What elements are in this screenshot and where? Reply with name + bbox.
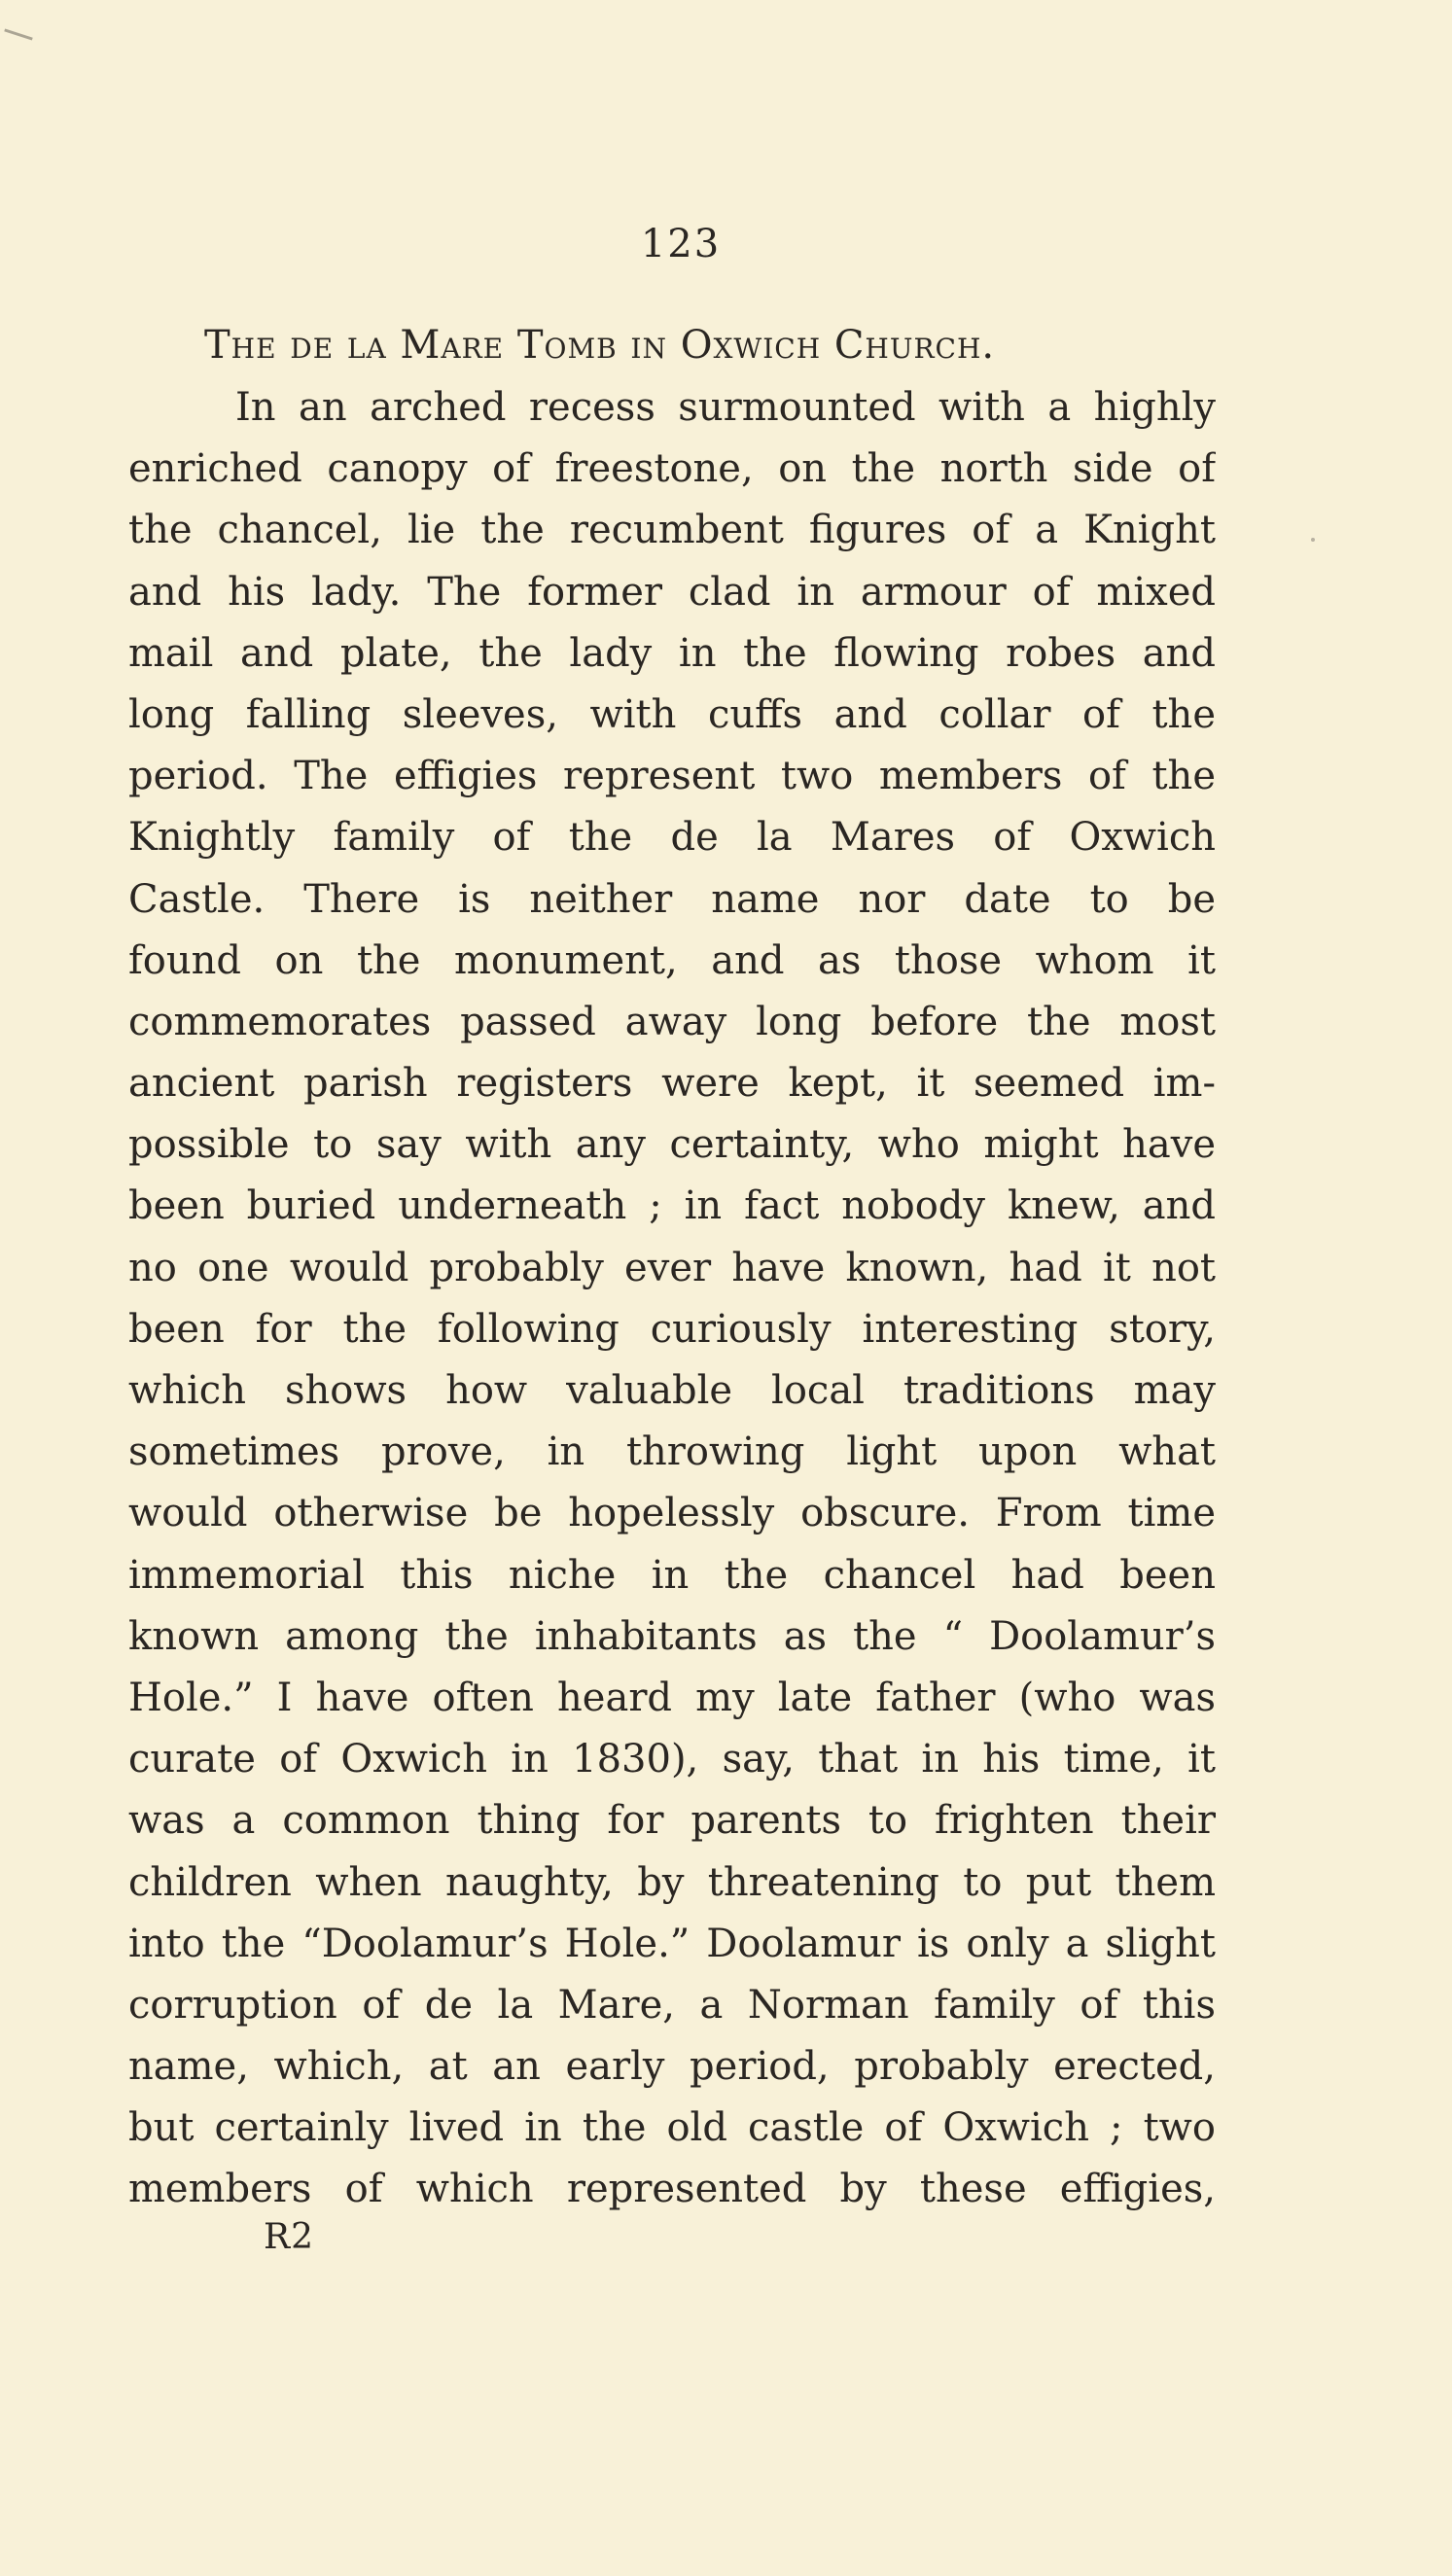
- body-text: [128, 377, 1216, 2221]
- text-line: which shows how valuable local traditions may: [128, 1368, 1216, 1413]
- scan-speck: [1311, 538, 1315, 542]
- heading-part: in: [630, 323, 681, 368]
- text-line: Hole.” I have often heard my late father (who was: [128, 1675, 1216, 1720]
- signature-mark: R2: [264, 2217, 315, 2257]
- text-line: but certainly lived in the old castle of Oxwich ; two: [128, 2105, 1216, 2151]
- text-line: sometimes prove, in throwing light upon what: [128, 1429, 1216, 1475]
- text-line: Knightly family of the de la Mares of Oxwich: [128, 815, 1216, 861]
- text-line: into the “Doolamur’s Hole.” Doolamur is only a slight: [128, 1921, 1216, 1966]
- text-line: name, which, at an early period, probably erected,: [128, 2044, 1216, 2090]
- text-line: and his lady. The former clad in armour of mixed: [128, 569, 1216, 615]
- text-line: long falling sleeves, with cuffs and collar of the: [128, 691, 1216, 737]
- text-line: children when naughty, by threatening to put them: [128, 1859, 1216, 1905]
- text-line: immemorial this niche in the chancel had been: [128, 1552, 1216, 1598]
- text-line: ancient parish registers were kept, it seemed im-: [128, 1061, 1216, 1107]
- page-number: 123: [640, 222, 722, 266]
- text-line: mail and plate, the lady in the flowing robes and: [128, 630, 1216, 676]
- heading-part: The: [204, 323, 291, 368]
- text-line: known among the inhabitants as the “ Doolamur’s: [128, 1613, 1216, 1659]
- text-line: members of which represented by these effigies,: [128, 2167, 1216, 2212]
- text-line: no one would probably ever have known, had it not: [128, 1245, 1216, 1290]
- text-line: enriched canopy of freestone, on the north side of: [128, 446, 1216, 492]
- text-line: In an arched recess surmounted with a highly: [235, 385, 1216, 430]
- heading-part: Oxwich Church.: [680, 323, 996, 368]
- scan-mark: [4, 28, 32, 40]
- text-line: was a common thing for parents to frighten their: [128, 1798, 1216, 1844]
- text-line: commemorates passed away long before the most: [128, 999, 1216, 1044]
- text-line: period. The effigies represent two members of the: [128, 754, 1216, 799]
- text-line: Castle. There is neither name nor date to be: [128, 876, 1216, 922]
- chapter-heading: [204, 323, 995, 368]
- text-line: possible to say with any certainty, who might have: [128, 1122, 1216, 1168]
- text-line: would otherwise be hopelessly obscure. From time: [128, 1491, 1216, 1536]
- heading-part: de la: [290, 323, 401, 368]
- text-line: curate of Oxwich in 1830), say, that in his time, it: [128, 1737, 1216, 1782]
- text-line: the chancel, lie the recumbent figures of a Knight: [128, 508, 1216, 553]
- text-line: found on the monument, and as those whom it: [128, 937, 1216, 983]
- text-line: been buried underneath ; in fact nobody knew, and: [128, 1183, 1216, 1229]
- text-line: been for the following curiously interesting story,: [128, 1306, 1216, 1352]
- heading-part: Mare Tomb: [400, 323, 631, 368]
- text-line: corruption of de la Mare, a Norman family of this: [128, 1982, 1216, 2028]
